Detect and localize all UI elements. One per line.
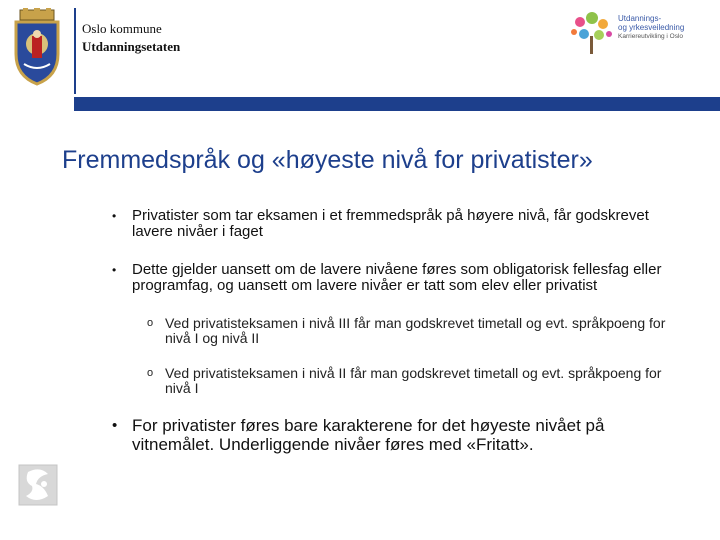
bullet-item xyxy=(112,262,672,294)
bullet-item xyxy=(112,208,672,240)
udir-tree-logo-icon xyxy=(566,10,616,56)
sub-bullet-item xyxy=(112,316,672,346)
partner-line-2: og yrkesveiledning xyxy=(618,23,685,32)
header-bar xyxy=(74,97,720,111)
oslo-city-symbol-icon xyxy=(18,464,58,506)
partner-line-1: Utdannings- xyxy=(618,14,662,23)
header-divider xyxy=(74,8,76,94)
bullet-symbol: • xyxy=(112,263,117,277)
sub-bullet-symbol: o xyxy=(147,317,154,329)
organization-name xyxy=(82,20,180,56)
bullet-list xyxy=(112,208,672,454)
org-line-1: Oslo kommune xyxy=(82,21,162,36)
bullet-text: For privatister føres bare karakterene for det høyeste nivået på vitnemålet. Underliggende nivåer føres med «Fritatt». xyxy=(132,416,605,454)
sub-bullet-symbol: o xyxy=(147,367,154,379)
bullet-text: Dette gjelder uansett om de lavere nivåene føres som obligatorisk fellesfag eller programfag, og uansett om lavere nivåer er tatt som elev eller privatist xyxy=(132,261,662,294)
sub-bullet-text: Ved privatisteksamen i nivå II får man godskrevet timetall og evt. språkpoeng for nivå I xyxy=(165,365,662,396)
bullet-symbol: • xyxy=(112,417,118,434)
oslo-coat-of-arms-icon xyxy=(10,8,64,86)
bullet-text: Privatister som tar eksamen i et fremmedspråk på høyere nivå, får godskrevet lavere nivåer i faget xyxy=(132,207,649,240)
bullet-symbol: • xyxy=(112,209,117,223)
partner-logo-text xyxy=(618,14,714,41)
org-line-2: Utdanningsetaten xyxy=(82,39,181,54)
bullet-item-final xyxy=(112,416,672,454)
sub-bullet-text: Ved privatisteksamen i nivå III får man godskrevet timetall og evt. språkpoeng for nivå I og nivå II xyxy=(165,315,666,346)
partner-line-3: Karriereutvikling i Oslo xyxy=(618,33,684,40)
sub-bullet-item xyxy=(112,366,672,396)
slide-title: Fremmedspråk og «høyeste nivå for privatister» xyxy=(62,146,593,174)
